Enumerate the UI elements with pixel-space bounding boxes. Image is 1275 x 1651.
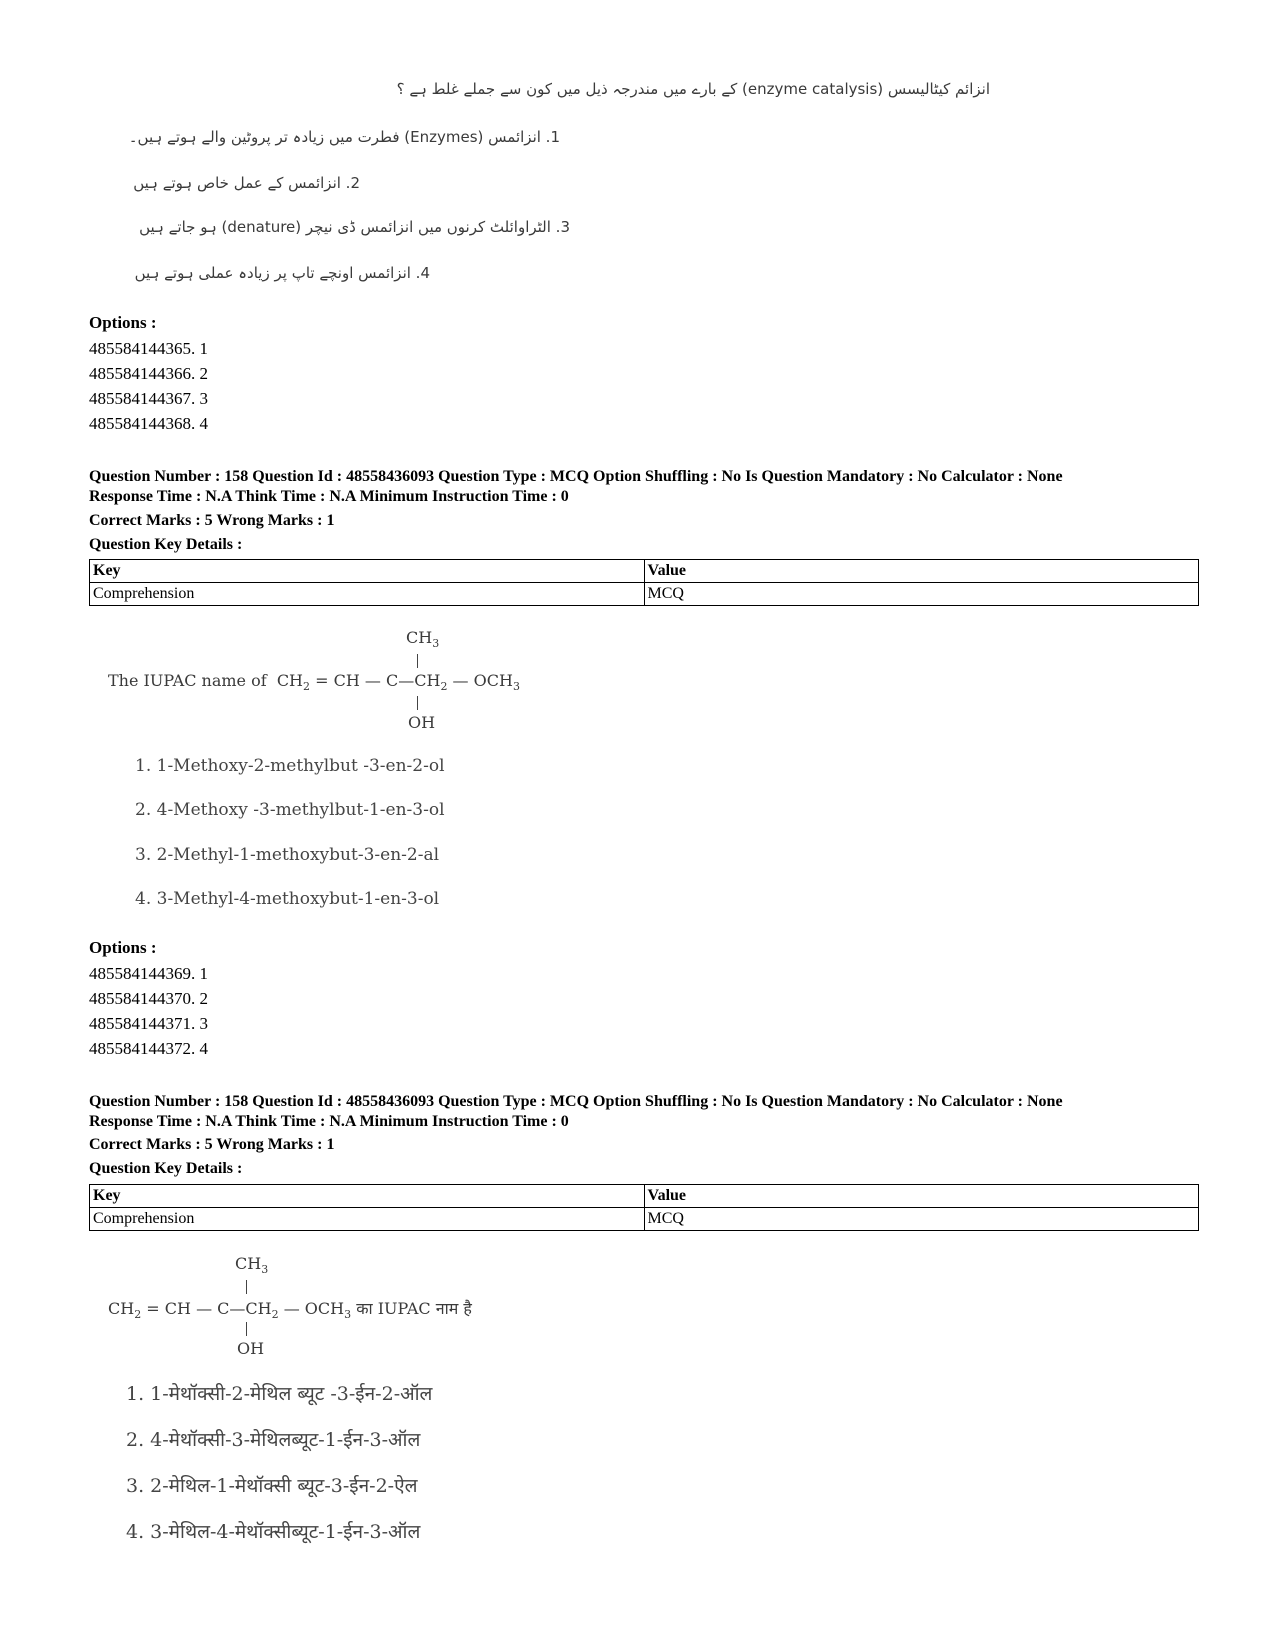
key-details-table: [89, 1184, 1199, 1231]
table-cell-key: Comprehension: [90, 1208, 645, 1231]
option-item: 485584144365. 1: [89, 339, 208, 358]
options-label: Options :: [89, 313, 157, 332]
urdu-statement-1: 1. انزائمس (Enzymes) فطرت میں زیادہ تر پروٹین والے ہوتے ہیں۔: [128, 128, 560, 146]
table-cell-key: Comprehension: [90, 583, 645, 606]
option-item: 485584144372. 4: [89, 1039, 208, 1058]
marks-line: Correct Marks : 5 Wrong Marks : 1: [89, 1136, 335, 1153]
table-cell-value: MCQ: [644, 1208, 1199, 1231]
question-meta: [89, 467, 1199, 507]
table-header-value: Value: [644, 1185, 1199, 1208]
formula-top-ch3: $CH_3$: [406, 628, 440, 651]
key-details-table: [89, 559, 1199, 606]
structural-formula: [108, 628, 588, 738]
hindi-choice-3: 3. 2-मेथिल-1-मेथॉक्सी ब्यूट-3-ईन-2-ऐल: [126, 1475, 418, 1497]
meta-line-1: Question Number : 158 Question Id : 48558436093 Question Type : MCQ Option Shuffling : No Is Question Mandatory : No Calculator : None: [89, 468, 1063, 485]
formula-top-ch3: $CH_3$: [235, 1254, 269, 1277]
hindi-choice-2: 2. 4-मेथॉक्सी-3-मेथिलब्यूट-1-ईन-3-ऑल: [126, 1429, 421, 1451]
hindi-choice-4: 4. 3-मेथिल-4-मेथॉक्सीब्यूट-1-ईन-3-ऑल: [126, 1521, 421, 1543]
urdu-statement-4: 4. انزائمس اونچے تاپ پر زیادہ عملی ہوتے ہیں: [134, 264, 430, 282]
urdu-statement-2: 2. انزائمس کے عمل خاص ہوتے ہیں: [133, 174, 360, 192]
table-row: [90, 1208, 1199, 1231]
question-meta: [89, 1092, 1199, 1132]
formula-main-line: The IUPAC name of $CH_2$ = CH — $C—CH_2$ — $OCH_3$: [108, 671, 520, 694]
question-prefix: The IUPAC name of: [108, 671, 267, 690]
table-row: [90, 583, 1199, 606]
key-details-label: Question Key Details :: [89, 1160, 243, 1177]
question-suffix-hindi: का IUPAC नाम है: [356, 1299, 472, 1318]
choice-1: 1. 1-Methoxy-2-methylbut -3-en-2-ol: [135, 756, 445, 776]
meta-line-1: Question Number : 158 Question Id : 48558436093 Question Type : MCQ Option Shuffling : No Is Question Mandatory : No Calculator : None: [89, 1093, 1063, 1110]
options-list: [89, 336, 208, 436]
option-item: 485584144371. 3: [89, 1014, 208, 1033]
table-row: [90, 560, 1199, 583]
meta-line-2: Response Time : N.A Think Time : N.A Minimum Instruction Time : 0: [89, 488, 569, 505]
options-label: Options :: [89, 938, 157, 957]
option-item: 485584144367. 3: [89, 389, 208, 408]
table-header-key: Key: [90, 1185, 645, 1208]
table-row: [90, 1185, 1199, 1208]
option-item: 485584144370. 2: [89, 989, 208, 1008]
options-list: [89, 961, 208, 1061]
table-header-value: Value: [644, 560, 1199, 583]
formula-bottom-oh: OH: [237, 1339, 265, 1358]
hindi-choice-1: 1. 1-मेथॉक्सी-2-मेथिल ब्यूट -3-ईन-2-ऑल: [126, 1383, 433, 1405]
meta-line-2: Response Time : N.A Think Time : N.A Minimum Instruction Time : 0: [89, 1113, 569, 1130]
marks-line: Correct Marks : 5 Wrong Marks : 1: [89, 512, 335, 529]
choice-2: 2. 4-Methoxy -3-methylbut-1-en-3-ol: [135, 800, 445, 820]
table-header-key: Key: [90, 560, 645, 583]
formula-bottom-oh: OH: [408, 713, 436, 732]
urdu-question: انزائم کیٹالیسس (enzyme catalysis) کے بارے میں مندرجہ ذیل میں کون سے جملے غلط ہے ؟: [396, 80, 990, 98]
option-item: 485584144366. 2: [89, 364, 208, 383]
choice-4: 4. 3-Methyl-4-methoxybut-1-en-3-ol: [135, 889, 440, 909]
key-details-label: Question Key Details :: [89, 536, 243, 553]
option-item: 485584144368. 4: [89, 414, 208, 433]
urdu-statement-3: 3. الٹراوائلٹ کرنوں میں انزائمس ڈی نیچر (denature) ہو جاتے ہیں: [139, 218, 570, 236]
option-item: 485584144369. 1: [89, 964, 208, 983]
choice-3: 3. 2-Methyl-1-methoxybut-3-en-2-al: [135, 845, 440, 865]
formula-main-line: $CH_2$ = CH — $C—CH_2$ — $OCH_3$ का IUPAC नाम है: [108, 1299, 472, 1322]
table-cell-value: MCQ: [644, 583, 1199, 606]
structural-formula: [108, 1254, 548, 1364]
